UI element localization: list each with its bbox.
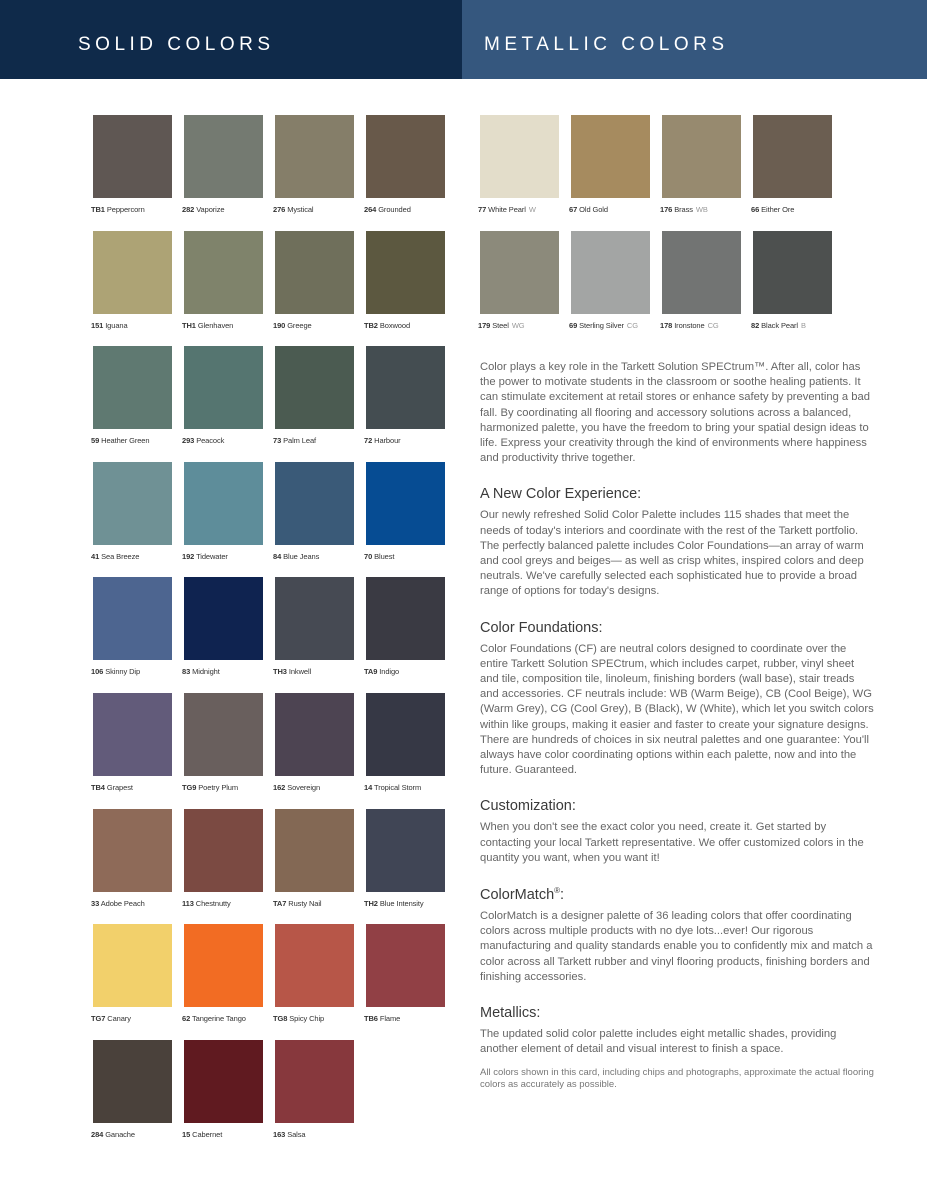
- color-caption: [273, 552, 354, 561]
- color-swatch: [366, 115, 445, 198]
- color-swatch: [184, 1040, 263, 1123]
- color-caption: [273, 899, 354, 908]
- color-code: 67: [569, 205, 578, 214]
- color-code: TH2: [364, 898, 378, 908]
- color-swatch: [93, 115, 172, 198]
- color-name: Poetry Plum: [198, 782, 239, 792]
- color-chip: [275, 577, 354, 693]
- color-swatch: [275, 1040, 354, 1123]
- color-chip: [184, 462, 263, 578]
- color-swatch: [275, 115, 354, 198]
- color-swatch: [93, 924, 172, 1007]
- color-code: 41: [91, 551, 100, 561]
- color-swatch: [184, 809, 263, 892]
- color-caption: [273, 783, 354, 792]
- color-chip: [366, 346, 445, 462]
- color-swatch: [184, 462, 263, 545]
- color-code: 282: [182, 205, 195, 214]
- color-code: TB6: [364, 1014, 378, 1024]
- color-chip: [662, 231, 741, 347]
- color-caption: [660, 205, 741, 214]
- registered-mark: ®: [554, 886, 561, 896]
- color-swatch: [366, 693, 445, 776]
- color-caption: [91, 899, 172, 908]
- color-name: Skinny Dip: [105, 667, 141, 677]
- color-name: Iguana: [105, 320, 128, 330]
- color-chip: [93, 231, 172, 347]
- color-caption: [182, 436, 263, 445]
- color-caption: [364, 667, 445, 676]
- color-swatch: [366, 346, 445, 429]
- color-name: Ganache: [105, 1129, 135, 1139]
- color-name: Glenhaven: [197, 320, 234, 330]
- color-swatch: [366, 924, 445, 1007]
- color-swatch: [753, 115, 832, 198]
- color-name: Sterling Silver: [579, 321, 624, 330]
- metallic-colors-header: [462, 0, 927, 79]
- color-chip: [93, 346, 172, 462]
- paragraph-color-foundations: Color Foundations (CF) are neutral colors designed to coordinate over the entire Tarkett Solution SPECtrum, which includes carpet, rubber, vinyl sheet and tile, composition tile, linoleum, finishing borders (wall base), stair treads and accessories. CF neutrals include: WB (Warm Beige), CB (Cool Beige), WG (Warm Grey), CG (Cool Grey), B (Black), W (White), which let you switch colors within like groups, making it easier and faster to create your signature designs. There are hundreds of choices in six neutral palettes and one guarantee: You'll always have color coordinating options within each palette, now and into the future. Guaranteed.: [480, 642, 874, 777]
- color-code: 62: [182, 1014, 191, 1024]
- color-name: Steel: [492, 321, 509, 330]
- color-code: 190: [273, 320, 286, 330]
- color-swatch: [662, 231, 741, 314]
- color-chip: [184, 809, 263, 925]
- metallic-colors-title: METALLIC COLORS: [484, 34, 729, 55]
- color-name: Indigo: [379, 667, 400, 677]
- color-swatch: [93, 577, 172, 660]
- color-name: Tropical Storm: [374, 782, 422, 792]
- color-name: Peacock: [196, 436, 225, 446]
- paragraph-customization: When you don't see the exact color you need, create it. Get started by contacting your local Tarkett representative. We offer customized colors in the quantity you want, when you want it!: [480, 821, 864, 864]
- color-name: Boxwood: [379, 320, 411, 330]
- color-code: 72: [364, 436, 373, 446]
- colormatch-colon: :: [560, 886, 565, 903]
- color-swatch: [480, 231, 559, 314]
- color-caption: [364, 1014, 445, 1023]
- color-code: 113: [182, 898, 194, 908]
- color-caption: [91, 1014, 172, 1023]
- color-chip: [366, 924, 445, 1040]
- color-name: Palm Leaf: [283, 436, 317, 446]
- color-caption: [182, 899, 263, 908]
- color-chip: [93, 693, 172, 809]
- color-swatch: [184, 231, 263, 314]
- color-caption: [273, 321, 354, 330]
- color-chip: [93, 924, 172, 1040]
- color-caption: [364, 321, 445, 330]
- color-code: 276: [273, 205, 286, 214]
- color-chip: [753, 115, 832, 231]
- color-swatch: [366, 809, 445, 892]
- color-caption: [182, 205, 263, 214]
- color-chip: [184, 924, 263, 1040]
- color-swatch: [275, 462, 354, 545]
- color-foundation-tag: W: [528, 205, 536, 214]
- color-swatch: [753, 231, 832, 314]
- color-chip: [366, 115, 445, 231]
- color-name: Adobe Peach: [100, 898, 145, 908]
- color-swatch: [571, 115, 650, 198]
- color-caption: [273, 667, 354, 676]
- color-name: Harbour: [374, 436, 401, 446]
- color-code: 192: [182, 551, 195, 561]
- color-code: TA9: [364, 667, 378, 677]
- color-caption: [478, 205, 559, 214]
- color-code: 83: [182, 667, 191, 677]
- paragraph-colormatch: ColorMatch is a designer palette of 36 leading colors that offer coordinating colors across multiple products with no dye lots...ever! Our rigorous manufacturing and quality standards enable you to confidently mix and match a color across all Tarkett rubber and vinyl flooring products, finishing borders and finishing accessories.: [480, 909, 873, 983]
- color-chip: [184, 115, 263, 231]
- color-code: TA7: [273, 898, 287, 908]
- color-caption: [91, 667, 172, 676]
- color-code: 179: [478, 321, 491, 330]
- color-code: TH3: [273, 667, 287, 677]
- color-name: White Pearl: [488, 205, 526, 214]
- color-chip: [93, 462, 172, 578]
- color-chip: [275, 231, 354, 347]
- color-swatch: [184, 115, 263, 198]
- color-caption: [660, 321, 741, 330]
- color-name: Bluest: [374, 551, 395, 561]
- color-chip: [275, 809, 354, 925]
- color-code: TB2: [364, 320, 378, 330]
- color-name: Black Pearl: [761, 321, 798, 330]
- color-caption: [182, 321, 263, 330]
- color-code: 176: [660, 205, 673, 214]
- color-name: Cabernet: [192, 1129, 223, 1139]
- color-code: 77: [478, 205, 487, 214]
- color-code: 162: [273, 782, 286, 792]
- color-code: 284: [91, 1129, 104, 1139]
- color-chip: [366, 693, 445, 809]
- color-code: 264: [364, 205, 377, 214]
- color-swatch: [571, 231, 650, 314]
- description-column: [480, 360, 875, 1090]
- color-caption: [751, 321, 832, 330]
- color-caption: [91, 552, 172, 561]
- color-name: Heather Green: [101, 436, 150, 446]
- color-caption: [91, 321, 172, 330]
- color-swatch: [275, 924, 354, 1007]
- color-name: Canary: [107, 1014, 131, 1024]
- color-code: 70: [364, 551, 373, 561]
- color-chip: [93, 809, 172, 925]
- color-name: Inkwell: [288, 667, 312, 677]
- color-name: Flame: [379, 1014, 401, 1024]
- color-chip: [753, 231, 832, 347]
- color-chip: [184, 1040, 263, 1156]
- color-name: Sovereign: [287, 782, 321, 792]
- color-name: Tangerine Tango: [192, 1014, 246, 1024]
- color-name: Mystical: [287, 205, 314, 214]
- color-swatch: [93, 1040, 172, 1123]
- color-swatch: [93, 462, 172, 545]
- color-chip: [275, 115, 354, 231]
- color-code: 293: [182, 436, 195, 446]
- color-code: 84: [273, 551, 282, 561]
- color-foundation-tag: WG: [511, 321, 525, 330]
- color-name: Old Gold: [579, 205, 608, 214]
- color-chip: [571, 231, 650, 347]
- color-name: Blue Jeans: [283, 551, 320, 561]
- color-chip: [184, 577, 263, 693]
- color-name: Grounded: [378, 205, 411, 214]
- color-code: 59: [91, 436, 100, 446]
- color-chip: [275, 924, 354, 1040]
- color-code: TG8: [273, 1014, 288, 1024]
- intro-paragraph: Color plays a key role in the Tarkett Solution SPECtrum™. After all, color has the power to motivate students in the classroom or soothe healing patients. It can stimulate excitement at retail stores or enhance safety by preventing a bad fall. By coordinating all flooring and accessory solutions across a balanced, harmonized palette, you have the freedom to bring your spatial design ideas to life. Express your creativity through the kind of environments where happiness and productivity thrive together.: [480, 361, 870, 465]
- color-swatch: [275, 693, 354, 776]
- color-swatch: [275, 231, 354, 314]
- color-code: TG7: [91, 1014, 106, 1024]
- color-code: 14: [364, 782, 373, 792]
- color-code: 178: [660, 321, 673, 330]
- color-swatch: [93, 346, 172, 429]
- color-code: 15: [182, 1129, 191, 1139]
- color-code: 33: [91, 898, 100, 908]
- solid-colors-title: SOLID COLORS: [78, 34, 275, 55]
- color-name: Spicy Chip: [289, 1014, 325, 1024]
- color-name: Vaporize: [196, 205, 225, 214]
- color-caption: [91, 783, 172, 792]
- color-code: TH1: [182, 320, 196, 330]
- color-code: 151: [91, 320, 104, 330]
- color-chip: [480, 115, 559, 231]
- color-caption: [182, 667, 263, 676]
- color-code: 163: [273, 1129, 286, 1139]
- color-caption: [91, 205, 172, 214]
- metallic-color-grid: [480, 115, 832, 347]
- color-name: Rusty Nail: [288, 898, 322, 908]
- color-swatch: [480, 115, 559, 198]
- color-chip: [275, 1040, 354, 1156]
- color-chip: [571, 115, 650, 231]
- solid-colors-header: [0, 0, 462, 79]
- color-swatch: [275, 809, 354, 892]
- color-caption: [364, 205, 445, 214]
- color-swatch: [662, 115, 741, 198]
- heading-colormatch: [480, 886, 875, 903]
- color-caption: [273, 1014, 354, 1023]
- color-caption: [91, 1130, 172, 1139]
- color-foundation-tag: WB: [695, 205, 708, 214]
- color-swatch: [184, 346, 263, 429]
- color-chip: [275, 693, 354, 809]
- color-code: 106: [91, 667, 104, 677]
- color-name: Ironstone: [674, 321, 705, 330]
- color-chip: [93, 577, 172, 693]
- color-name: Salsa: [287, 1129, 306, 1139]
- color-chip: [184, 693, 263, 809]
- color-swatch: [366, 577, 445, 660]
- color-swatch: [366, 231, 445, 314]
- color-caption: [478, 321, 559, 330]
- color-swatch: [93, 693, 172, 776]
- color-foundation-tag: CG: [707, 321, 719, 330]
- color-name: Peppercorn: [106, 205, 145, 214]
- color-chip: [366, 577, 445, 693]
- color-caption: [569, 321, 650, 330]
- color-chip: [366, 231, 445, 347]
- color-chip: [366, 462, 445, 578]
- color-swatch: [93, 231, 172, 314]
- color-foundation-tag: B: [800, 321, 806, 330]
- color-chip: [184, 346, 263, 462]
- color-swatch: [184, 693, 263, 776]
- color-swatch: [275, 577, 354, 660]
- color-caption: [273, 436, 354, 445]
- color-swatch: [366, 462, 445, 545]
- heading-new-color-experience: A New Color Experience:: [480, 486, 642, 503]
- color-chip: [93, 1040, 172, 1156]
- color-swatch: [184, 577, 263, 660]
- heading-color-foundations: Color Foundations:: [480, 619, 603, 636]
- color-code: TB4: [91, 782, 105, 792]
- color-code: 82: [751, 321, 760, 330]
- color-name: Midnight: [192, 667, 220, 677]
- color-name: Grapest: [106, 782, 133, 792]
- color-code: 73: [273, 436, 282, 446]
- color-name: Sea Breeze: [101, 551, 140, 561]
- color-chip: [366, 809, 445, 925]
- color-name: Blue Intensity: [379, 898, 424, 908]
- heading-customization: Customization:: [480, 798, 576, 815]
- color-caption: [364, 783, 445, 792]
- color-swatch: [184, 924, 263, 1007]
- color-caption: [182, 1130, 263, 1139]
- paragraph-new-color-experience: Our newly refreshed Solid Color Palette includes 115 shades that meet the needs of today's interiors and coordinate with the rest of the Tarkett portfolio. The perfectly balanced palette includes Color Foundations—an array of warm and cool greys and beiges— as well as crisp whites, inspired colors and deep neutrals. We've carefully selected each sophisticated hue to provide a broad range of options for today's designs.: [480, 509, 864, 598]
- color-caption: [182, 1014, 263, 1023]
- disclaimer-text: All colors shown in this card, including chips and photographs, approximate the actual flooring colors as accurately as possible.: [480, 1067, 874, 1090]
- color-caption: [182, 783, 263, 792]
- color-caption: [182, 552, 263, 561]
- color-caption: [569, 205, 650, 214]
- color-code: TB1: [91, 205, 105, 214]
- color-chip: [275, 462, 354, 578]
- color-name: Tidewater: [196, 551, 228, 561]
- color-chip: [480, 231, 559, 347]
- color-caption: [364, 899, 445, 908]
- color-chip: [662, 115, 741, 231]
- color-code: TG9: [182, 782, 197, 792]
- color-caption: [273, 205, 354, 214]
- heading-metallics: Metallics:: [480, 1004, 541, 1021]
- color-code: 69: [569, 321, 578, 330]
- color-foundation-tag: CG: [626, 321, 638, 330]
- solid-color-grid: [93, 115, 445, 1155]
- color-caption: [273, 1130, 354, 1139]
- colormatch-word: ColorMatch: [480, 886, 555, 903]
- color-swatch: [93, 809, 172, 892]
- color-code: 66: [751, 205, 760, 214]
- color-swatch: [275, 346, 354, 429]
- color-caption: [364, 436, 445, 445]
- color-caption: [364, 552, 445, 561]
- color-caption: [751, 205, 832, 214]
- paragraph-metallics: The updated solid color palette includes eight metallic shades, providing another element of detail and visual interest to finish a space.: [480, 1027, 837, 1056]
- color-chip: [184, 231, 263, 347]
- color-chip: [93, 115, 172, 231]
- color-name: Chestnutty: [195, 898, 231, 908]
- color-name: Greege: [287, 320, 312, 330]
- color-chip: [275, 346, 354, 462]
- color-name: Brass: [674, 205, 693, 214]
- color-name: Either Ore: [761, 205, 795, 214]
- color-caption: [91, 436, 172, 445]
